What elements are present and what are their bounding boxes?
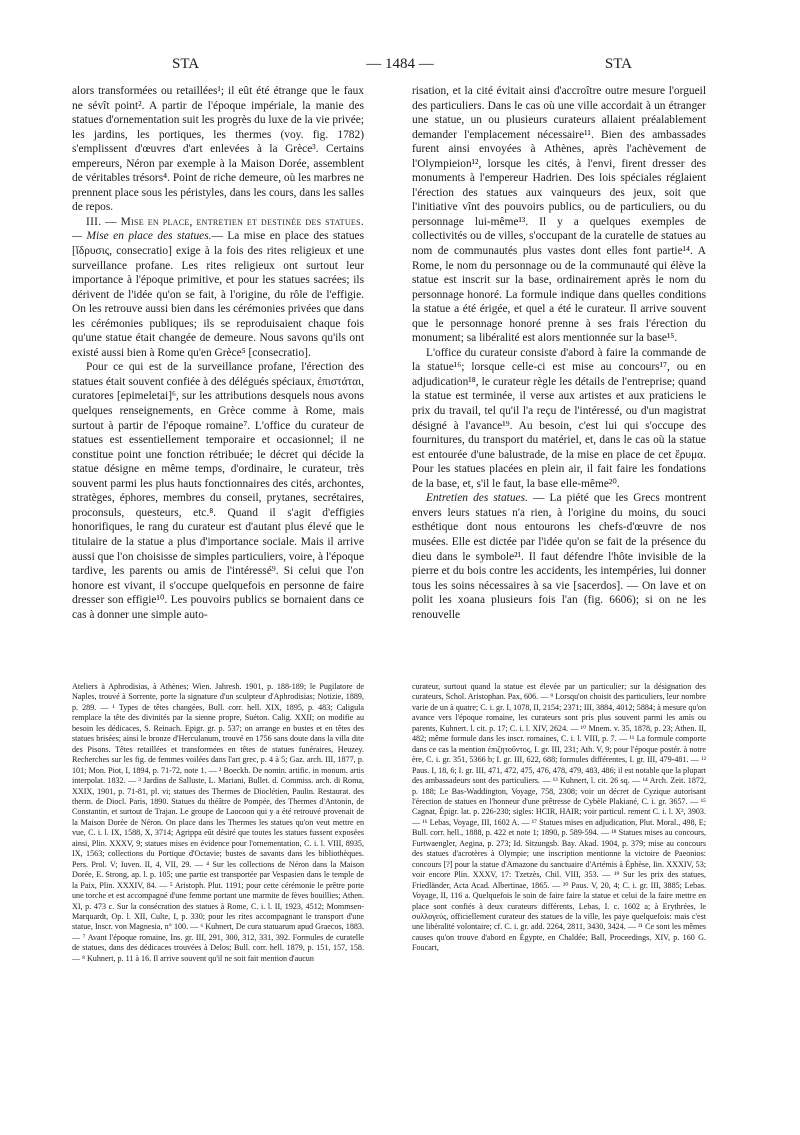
right-paragraph-2: L'office du curateur consiste d'abord à faire la commande de la statue¹⁶; lorsque celle-ci est mise au concours¹⁷, ou en adjudication¹⁸, le curateur règle les détails de l'entreprise; quand la statue est terminée, il verse aux artistes et aux praticiens le prix du travail, tel qu'il l'a reçu de l'intéressé, ou d'un magistrat désigné à l'avance¹⁹. Au besoin, c'est lui qui s'occupe des fournitures, du transport du matériel, et, dans le cas où la statue est entourée d'une balustrade, de la mise en place de cet ἕρυμα. Pour les statues placées en plein air, il fait faire les fondations de la base, et, s'il le faut, la base elle-même²⁰.: [412, 346, 706, 490]
section-heading: III. — Mise en place, entretien et destinée des statues.: [86, 215, 364, 228]
left-column: [72, 84, 364, 622]
left-paragraph-1: alors transformées ou retaillées¹; il eût été étrange que le faux ne sévît point². A partir de l'époque impériale, la manie des statues d'ornementation suit les progrès du luxe de la vie privée; les jardins, les portiques, les thermes (voy. fig. 1782) s'emplissent d'œuvres d'art enlevées à la Grèce³. Certains empereurs, Néron par exemple à la Maison Dorée, assemblent de véritables trésors⁴. Point de riche demeure, où les marbres ne prennent place sous les péristyles, dans les cours, dans les salles de repos.: [72, 85, 364, 214]
footnotes-right: [412, 682, 706, 954]
right-paragraph-3: [412, 491, 706, 622]
left-paragraph-3: Pour ce qui est de la surveillance profane, l'érection des statues était souvent confiée à des délégués spéciaux, ἐπιστάται, curatores [epimeletai]⁶, sur les attributions desquels nous avons quelques renseignements, en Grèce comme à Rome, mais surtout à partir de l'époque romaine⁷. L'office du curateur de statues est essentiellement temporaire et occasionnel; il ne constitue point une fonction rétribuée; le décret qui décide la statue désigne en même temps, d'ordinaire, le curateur, très souvent parmi les plus hauts fonctionnaires des cités, archontes, stratèges, éphores, membres du conseil, prytanes, secrétaires, proconsuls, questeurs, etc.⁸. Quand il s'agit d'effigies honorifiques, le rang du curateur est d'autant plus élevé que le titulaire de la statue a plus d'importance sociale. Mais il arrive aussi que l'on choisisse de simples particuliers, voire, à l'époque tardive, les parents ou amis de l'intéressé⁹. Si celui que l'on honore est vivant, il s'occupe quelquefois en personne de faire dresser son effigie¹⁰. Les pouvoirs publics se bornaient dans ce cas à donner une simple auto-: [72, 361, 364, 621]
right-column: [412, 84, 706, 622]
footnotes-right-text: curateur, surtout quand la statue est élevée par un particulier; sur la désignation des curateurs, Schol. Aristophan. Pax, 606. — ⁹ Lorsqu'on choisit des particuliers, leur nombre varie de un à quatre; C. i. gr. I, 1078, II, 2154; 2371; III, 3884, 4012; 5884; à mesure qu'on avance vers l'époque romaine, les curateurs sont pris plus souvent parmi les amis ou parents, Kuhnert. l. cit. p. 17; C. i. l. XIV, 2624. — ¹⁰ Mnem. v. 35, 1878, p. 23; Athen. II, 482; même formule dans les inscr. romaines, C. i. l. VIII, p. 7. — ¹¹ La formule comporte dans ce cas la mention ἐπιζητοῦντος, I. gr. III, 231; Ath. V, 9; pour l'époque postér. à notre ère, C. i. gr. 351, 5366 b; I. gr. III, 622, 688; formules différentes, I. gr. III, 479-481. — ¹² Paus. I, 18, 6; I. gr. III, 471, 472, 475, 476, 478, 479, 483, 486; il est notable que la plupart des ambassadeurs sont des particuliers. — ¹³ Kuhnert, l. cit. 26 sq. — ¹⁴ Arch. Zeit. 1872, p. 188; Le Bas-Waddington, Voyage, 758, 2308; voir un décret de Cyzique autorisant l'érection de statues en l'honneur d'une prêtresse de Cybèle Plakiané, C. i. gr. 3657. — ¹⁵ Cagnat, Épigr. lat. p. 226-230; sigles: HCIR, HAIR; voir particul. rement C. i. l. X², 3903. — ¹⁶ Lebas, Voyage, III, 1602 A. — ¹⁷ Statues mises en adjudication, Plut. Moral., 498, E; Bull. corr. hell., 1888, p. 422 et note 1; 1890, p. 589-594. — ¹⁸ Statues mises au concours, Furtwaengler, Aegina, p. 273; Id. Sitzungsb. Bay. Akad. 1904, p. 379; mise au concours des statues d'acrotères à Olympie; une inscription mentionne la victoire de Paeonios: concours [?] pour la statue d'Amazone du sanctuaire d'Artémis à Éphèse, Iin. XXXIV, 53; voir encore Plin. XXXV, 17: Tzetzès, Chil. VIII, 353. — ¹⁹ Sur les prix des statues, Friedländer, Acta Acad. Albertinae, 1865. — ²⁰ Paus. V, 20, 4; C. i. gr. III, 3885; Lebas. Voyage, II, 116 a. Quelquefois le soin de faire faire la statue et celui de la faire mettre en place sont confiés à deux curateurs différents, Lebas, I. c. 1602 a; à Erythrées, le συλλογεύς, officiellement curateur des statues de la ville, les paye quelquefois: mais c'est une libéralité volontaire; cf. C. i. gr. add. 2264, 2811, 3430, 3424. — ²¹ Ce sont les mêmes causes qu'on trouve d'abord en Égypte, en Chaldée; Ball, Proceedings, XIV, p. 160 G. Foucart,: [412, 682, 706, 953]
subsection-heading: — Mise en place des statues.: [72, 230, 212, 243]
page-number: — 1484 —: [366, 56, 434, 72]
subsection-heading-entretien: Entretien des statues.: [426, 492, 528, 505]
right-paragraph-3-text: — La piété que les Grecs montrent envers leurs statues n'a rien, à l'origine du moins, du souci esthétique dont nous entourons les chefs-d'œuvre de nos musées. Elle est dictée par l'idée qu'on se fait de la présence du dieu dans le symbole²¹. Il faut défendre l'hôte invisible de la pierre et du bois contre les accidents, les intempéries, lui donner tous les soins nécessaires à sa vie [sacerdos]. — On lave et on polit les xoana plusieurs fois l'an (fig. 6606); si on ne les renouvelle: [412, 492, 706, 621]
header-left-word: STA: [172, 56, 200, 72]
right-paragraph-1: risation, et la cité évitait ainsi d'accroître outre mesure l'orgueil des particuliers. Dans le cas où une ville accordait à un étranger une statue, un ou plusieurs curateurs allaient préalablement demander l'emplacement nécessaire¹¹. Bien des ambassades furent ainsi envoyées à Athènes, après l'achèvement de l'Olympieion¹², lorsque les cités, à l'envi, firent dresser des monuments à l'empereur Hadrien. Des lois spéciales réglaient l'érection des statues aux vainqueurs des jeux, soit que l'initiative vînt des pouvoirs publics, ou de particuliers, ou du personnage lui-même¹³. Il y a quelques exemples de collectivités ou de villes, s'occupant de la curatelle de statues au nom de communautés plus vastes dont elles font partie¹⁴. A Rome, le nom du personnage ou de la communauté qui élève la statue est inscrit sur la base, ordinairement après le nom du personnage honoré. La formule indique dans quelles conditions la statue a été érigée, et quel a été le curateur. Il arrive souvent que le personnage honoré prenne à ses frais l'érection du monument; sa libéralité est alors mentionnée sur la base¹⁵.: [412, 85, 706, 345]
running-header: [72, 56, 728, 80]
footnotes-left-text: Ateliers à Aphrodisias, à Athènes; Wien. Jahresh. 1901, p. 188-189; le Pugilatore de Naples, trouvé à Sorrente, porte la signature d'un sculpteur d'Aphrodisias; Notizie, 1889, p. 289. — ¹ Types de têtes changées, Bull. corr. hell. XIX, 1895, p. 483; Caligula remplace la tête des divinités par la sienne propre, Suéton. Calig. XXII; on modifie au besoin les dédicaces, S. Reinach. Epigr. gr. p. 537; on arrange en bustes et en têtes des statues brisées; ainsi le bronze d'Herculanum, trouvé en 1756 sans doute dans la villa dite des Pisons. Têtes retaillées et transformées en têtes de statues funéraires, Heuzey. Recherches sur les fig. de femmes voilées dans l'art grec, p. 4 à 5; Gaz. arch. III, 1877, p. 101; Mon. Piot, I, 1894, p. 71-72, note 1. — ² Boeckh. De nomin. artific. in monum. artis interpolat. 1832. — ³ Jardins de Salluste, L. Mariani, Bullet. d. Commiss. arch. di Roma, XXIX, 1901, p. 71-81, pl. vi; statues des Thermes de Dioclétien, Paulin. Restaurat. des therm. de Diocl. Paris, 1890. Statues du théâtre de Pompée, des Thermes d'Antonin, de Constantin, et surtout de Trajan. Le groupe de Laocoon qui y a été retrouvé provenait de la Maison Dorée de Néron. On place dans les Thermes les statues qu'on veut mettre en vue, C. i. l. IX, 1588, X, 3714; Agrippa eût désiré que toutes les statues fussent exposées ainsi, Plin. XXXV, 9; statues mises en évidence pour l'ornementation, C. i. l. VIII, 8935, IX, 1563; collections du Portique d'Octavie; bustes de savants dans les bibliothèques. Pers. Prol. V; Iuven. II, 4, VII, 29. — ⁴ Sur les collections de Néron dans la Maison Dorée, E. Strong, ap. l. p. 105; une partie est transportée par Vespasien dans le temple de la Paix, Plin. XXXIV, 84. — ⁵ Aristoph. Plut. 1191; pour cette cérémonie le prêtre porte une torche et est accompagné d'une femme portant une marmite de fèves bouillies; Athen. XI, p. 473 c. Sur la consécration des statues à Rome, C. i. l. II, 1923, 4512; Mommsen-Marquardt, Op. l. XII, Culte, I, p. 330; pour les rites accompagnant le transport d'une statue, Inscr. von Magnesia, n° 100. — ⁶ Kuhnert, De cura statuarum apud Graecos, 1883. — ⁷ Avant l'époque romaine, Ins. gr. III, 291, 300, 312, 331, 392. Formules de curatelle de statues, dans des dédicaces trouvées à Delos; Bull. corr. hell. 1879, p. 151, 157, 158. — ⁸ Kuhnert, p. 11 à 16. Il arrive souvent qu'il ne soit fait mention d'aucun: [72, 682, 364, 963]
footnotes-left: [72, 682, 364, 964]
header-right-word: STA: [604, 56, 632, 72]
left-paragraph-2: [72, 215, 364, 360]
left-paragraph-2-text: — La mise en place des statues [ἵδρυσις, consecratio] exige à la fois des rites religieux et une surveillance profane. Les rites religieux ont surtout leur importance à l'époque primitive, et pour les statues sacrées; ils dérivent de l'idée qu'on se fait, à l'origine, du rôle de l'effigie. On les retrouve aussi bien dans les cérémonies privées que dans les cérémonies publiques; ils se reproduisaient chaque fois qu'une statue était changée de demeure. Nous savons qu'ils ont existé aussi bien à Rome qu'en Grèce⁵ [consecratio].: [72, 230, 365, 359]
